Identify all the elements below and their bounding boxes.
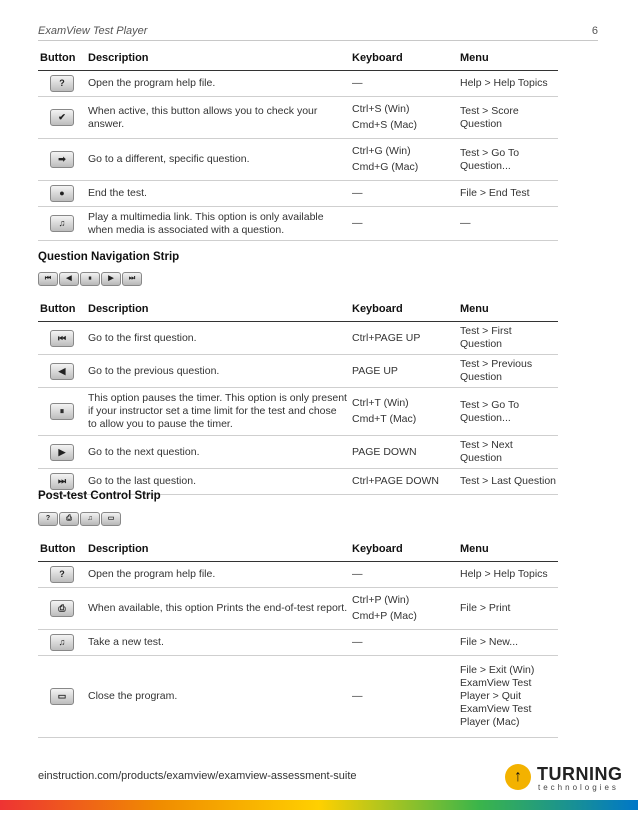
shortcut-text: —: [352, 690, 363, 702]
footer-url[interactable]: einstruction.com/products/examview/examview-assessment-suite: [38, 770, 357, 782]
keyboard-cell: [350, 139, 458, 181]
new-test-icon: ♫: [50, 634, 74, 651]
col-menu-header: Menu: [458, 46, 558, 71]
footer-color-bar: [0, 800, 638, 810]
shortcut-text: —: [352, 187, 363, 199]
table-row: [38, 588, 558, 630]
table-row: [38, 388, 558, 436]
keyboard-cell: [350, 322, 458, 355]
shortcut-text: Ctrl+G (Win): [352, 145, 411, 157]
table-row: [38, 97, 558, 139]
post-test-control-strip: [38, 512, 121, 526]
shortcut-text: —: [352, 217, 363, 229]
button-cell: [38, 562, 86, 588]
col-button-header: Button: [38, 46, 86, 71]
menu-cell: Test > First Question: [458, 322, 558, 355]
keyboard-cell: [350, 436, 458, 469]
shortcut-text: Ctrl+T (Win): [352, 397, 409, 409]
help-icon: ?: [50, 566, 74, 583]
menu-cell: Help > Help Topics: [458, 71, 558, 97]
previous-question-icon: ◀: [50, 363, 74, 380]
keyboard-cell: [350, 656, 458, 738]
menu-cell: Help > Help Topics: [458, 562, 558, 588]
table-row: [38, 355, 558, 388]
menu-cell: Test > Next Question: [458, 436, 558, 469]
nav-strip-button-0[interactable]: ⏮: [38, 272, 58, 286]
nav-strip-button-1[interactable]: ◀: [59, 272, 79, 286]
end-test-icon: ●: [50, 185, 74, 202]
button-cell: [38, 97, 86, 139]
col-button-header: Button: [38, 537, 86, 562]
button-cell: [38, 139, 86, 181]
post-strip-button-1[interactable]: ⎙: [59, 512, 79, 526]
first-question-icon: ⏮: [50, 330, 74, 347]
description-cell: Close the program.: [86, 656, 350, 738]
col-keyboard-header: Keyboard: [350, 537, 458, 562]
col-button-header: Button: [38, 297, 86, 322]
shortcut-text: Cmd+T (Mac): [352, 413, 417, 425]
table-row: [38, 181, 558, 207]
menu-cell: File > End Test: [458, 181, 558, 207]
close-program-icon: ▭: [50, 688, 74, 705]
menu-cell: Test > Last Question: [458, 469, 558, 495]
post-test-buttons-table: [38, 537, 558, 738]
keyboard-cell: [350, 71, 458, 97]
description-cell: Open the program help file.: [86, 562, 350, 588]
menu-cell: Test > Go To Question...: [458, 139, 558, 181]
shortcut-text: Cmd+S (Mac): [352, 119, 418, 131]
description-cell: Go to the first question.: [86, 322, 350, 355]
nav-strip-button-3[interactable]: ▶: [101, 272, 121, 286]
logo-arrow-icon: ↑: [505, 764, 531, 790]
shortcut-text: PAGE DOWN: [352, 445, 417, 458]
description-cell: Go to a different, specific question.: [86, 139, 350, 181]
button-cell: [38, 71, 86, 97]
description-cell: Take a new test.: [86, 630, 350, 656]
description-cell: End the test.: [86, 181, 350, 207]
col-keyboard-header: Keyboard: [350, 46, 458, 71]
table-row: [38, 562, 558, 588]
button-cell: [38, 588, 86, 630]
button-cell: [38, 322, 86, 355]
menu-cell: —: [458, 207, 558, 241]
menu-cell: File > New...: [458, 630, 558, 656]
description-cell: Go to the last question.: [86, 469, 350, 495]
goto-question-icon: ➡: [50, 151, 74, 168]
last-question-icon: ⏭: [50, 473, 74, 490]
description-cell: Play a multimedia link. This option is only available when media is associated with a question.: [86, 207, 350, 241]
keyboard-cell: [350, 562, 458, 588]
post-strip-button-2[interactable]: ♫: [80, 512, 100, 526]
post-strip-button-3[interactable]: ▭: [101, 512, 121, 526]
post-strip-button-0[interactable]: ?: [38, 512, 58, 526]
shortcut-text: —: [352, 568, 363, 580]
turning-technologies-logo: [505, 764, 623, 796]
toolbar-buttons-table: [38, 46, 558, 241]
navigation-buttons-table: [38, 297, 558, 495]
shortcut-text: Ctrl+PAGE DOWN: [352, 475, 440, 487]
keyboard-cell: [350, 207, 458, 241]
button-cell: [38, 656, 86, 738]
page-number: 6: [591, 25, 598, 37]
menu-cell: Test > Go To Question...: [458, 388, 558, 436]
shortcut-text: Ctrl+P (Win): [352, 594, 410, 606]
col-description-header: Description: [86, 46, 350, 71]
col-menu-header: Menu: [458, 297, 558, 322]
description-cell: This option pauses the timer. This option is only present if your instructor set a time limit for the test and chose to allow you to pause the timer.: [86, 388, 350, 436]
shortcut-text: —: [352, 636, 363, 648]
page-header: [38, 22, 598, 41]
table-row: [38, 139, 558, 181]
keyboard-cell: [350, 630, 458, 656]
button-cell: [38, 181, 86, 207]
shortcut-text: Ctrl+S (Win): [352, 103, 410, 115]
keyboard-cell: [350, 181, 458, 207]
nav-strip-button-4[interactable]: ⏭: [122, 272, 142, 286]
keyboard-cell: [350, 388, 458, 436]
table-row: [38, 436, 558, 469]
button-cell: [38, 355, 86, 388]
section-title-post-test: Post-test Control Strip: [38, 490, 161, 502]
table-row: [38, 207, 558, 241]
keyboard-cell: [350, 469, 458, 495]
help-icon: ?: [50, 75, 74, 92]
keyboard-cell: [350, 97, 458, 139]
menu-cell: File > Print: [458, 588, 558, 630]
description-cell: Go to the next question.: [86, 436, 350, 469]
pause-icon: ⏸: [50, 403, 74, 420]
menu-cell: File > Exit (Win) ExamView Test Player > Quit ExamView Test Player (Mac): [458, 656, 558, 738]
shortcut-text: Ctrl+PAGE UP: [352, 331, 421, 344]
shortcut-text: Cmd+G (Mac): [352, 161, 419, 173]
question-navigation-strip: [38, 272, 142, 286]
button-cell: [38, 436, 86, 469]
button-cell: [38, 388, 86, 436]
menu-cell: Test > Previous Question: [458, 355, 558, 388]
logo-brand-text: TURNING: [537, 764, 623, 784]
print-icon: ⎙: [50, 600, 74, 617]
col-description-header: Description: [86, 297, 350, 322]
keyboard-cell: [350, 588, 458, 630]
section-title-navigation: Question Navigation Strip: [38, 251, 180, 263]
document-title: ExamView Test Player: [38, 25, 148, 37]
button-cell: [38, 630, 86, 656]
col-keyboard-header: Keyboard: [350, 297, 458, 322]
description-cell: Open the program help file.: [86, 71, 350, 97]
next-question-icon: ▶: [50, 444, 74, 461]
table-row: [38, 630, 558, 656]
logo-sub-text: technologies: [538, 783, 619, 792]
shortcut-text: —: [352, 77, 363, 89]
multimedia-icon: ♫: [50, 215, 74, 232]
col-description-header: Description: [86, 537, 350, 562]
table-row: [38, 71, 558, 97]
nav-strip-button-2[interactable]: ⏸: [80, 272, 100, 286]
col-menu-header: Menu: [458, 537, 558, 562]
shortcut-text: PAGE UP: [352, 364, 398, 377]
table-row: [38, 656, 558, 738]
keyboard-cell: [350, 355, 458, 388]
description-cell: Go to the previous question.: [86, 355, 350, 388]
description-cell: When active, this button allows you to check your answer.: [86, 97, 350, 139]
description-cell: When available, this option Prints the end-of-test report.: [86, 588, 350, 630]
button-cell: [38, 207, 86, 241]
shortcut-text: Cmd+P (Mac): [352, 610, 417, 622]
check-answer-icon: ✔: [50, 109, 74, 126]
table-row: [38, 322, 558, 355]
menu-cell: Test > Score Question: [458, 97, 558, 139]
